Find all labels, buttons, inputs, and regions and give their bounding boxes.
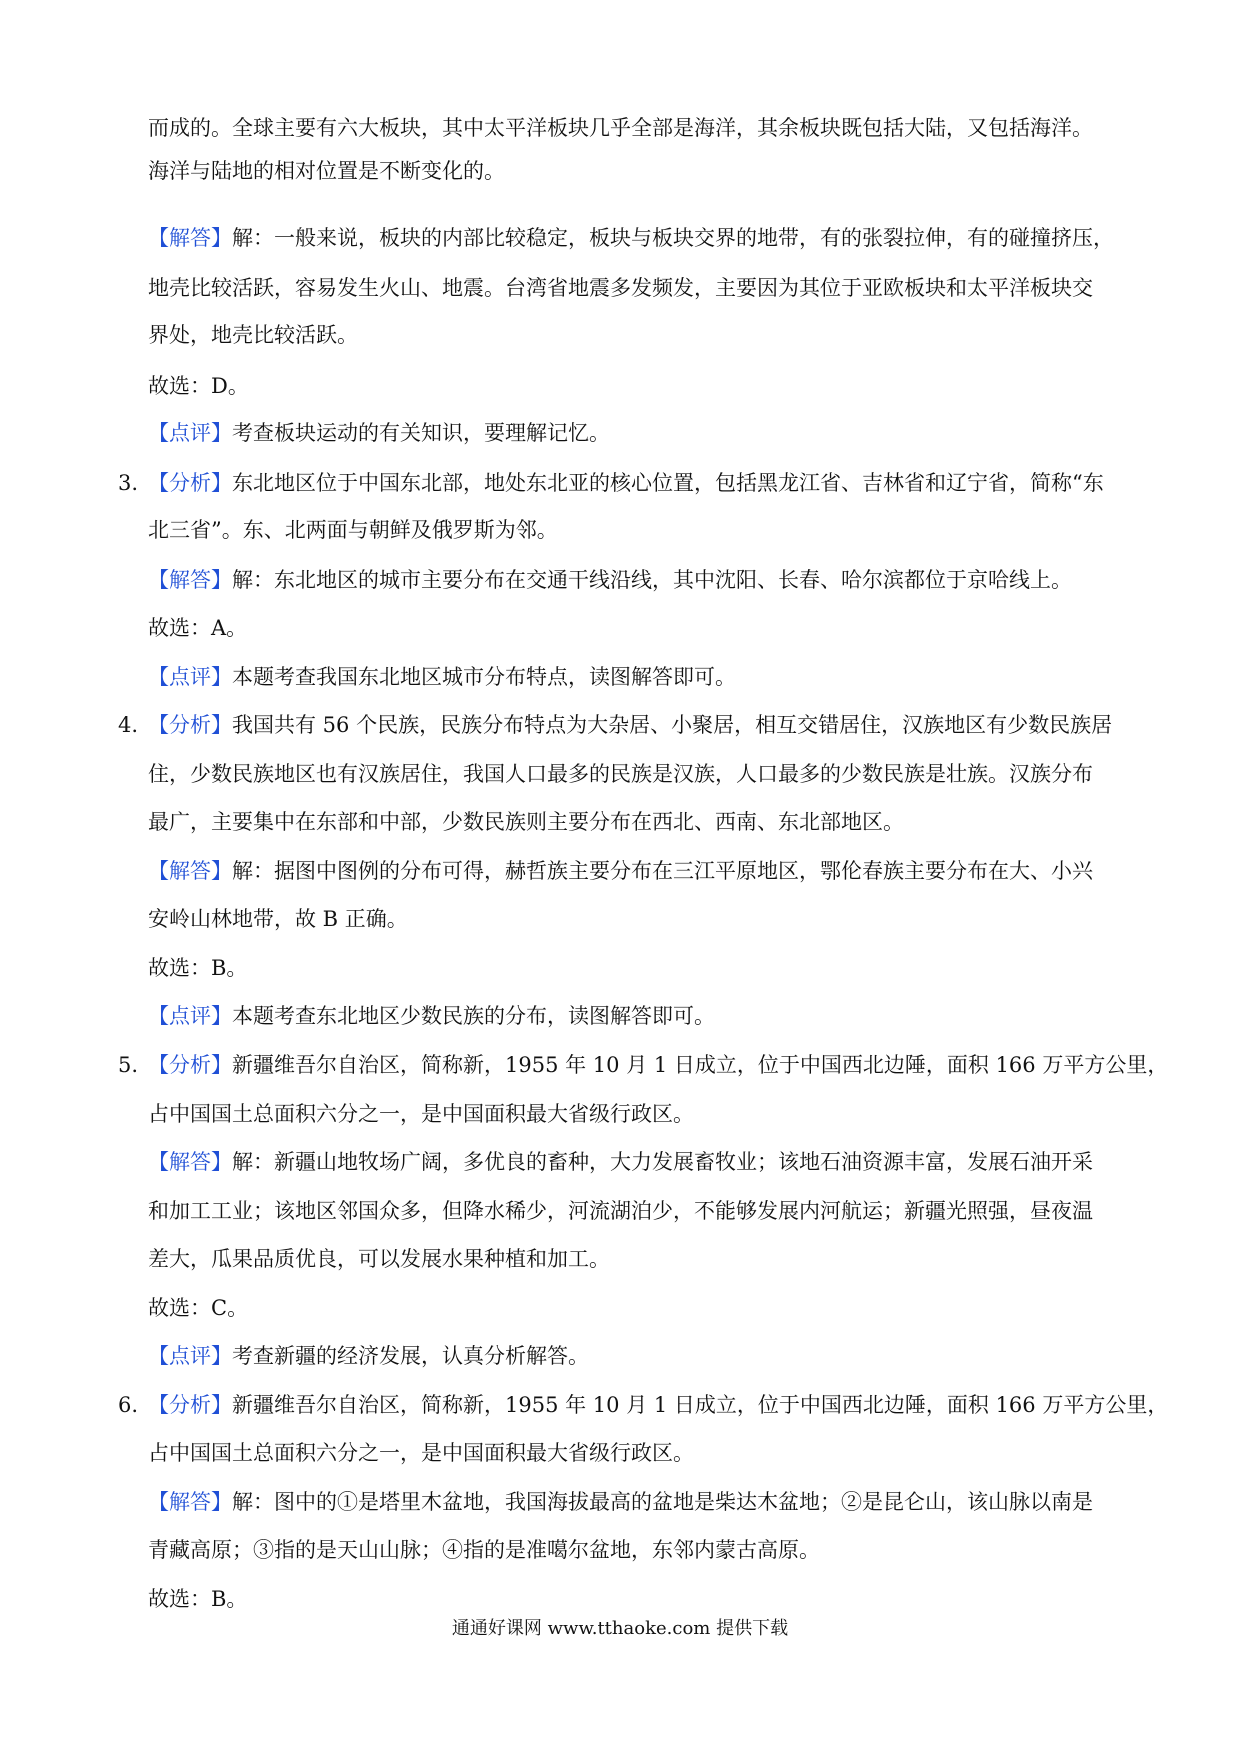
answer-tag: 【解答】 [148, 1490, 232, 1514]
answer-paragraph [148, 223, 1138, 253]
analysis-tag: 【分析】 [148, 1393, 232, 1417]
answer-text: 解：新疆山地牧场广阔，多优良的畜种，大力发展畜牧业；该地石油资源丰富，发展石油开采 [232, 1150, 1093, 1174]
analysis-text: 我国共有 56 个民族，民族分布特点为大杂居、小聚居，相互交错居住，汉族地区有少数民族居 [232, 713, 1113, 737]
analysis-tag: 【分析】 [148, 471, 232, 495]
question-number: 6. [118, 1393, 139, 1417]
answer-tag: 【解答】 [148, 1150, 232, 1174]
page-footer: 通通好课网 www.tthaoke.com 提供下载 [451, 1618, 789, 1639]
comment-text: 本题考查东北地区少数民族的分布，读图解答即可。 [232, 1004, 715, 1028]
analysis-tag: 【分析】 [148, 713, 232, 737]
text-line: 和加工工业；该地区邻国众多，但降水稀少，河流湖泊少，不能够发展内河航运；新疆光照强，昼夜温 [148, 1199, 1093, 1223]
comment-text: 本题考查我国东北地区城市分布特点，读图解答即可。 [232, 665, 736, 689]
comment-text: 考查新疆的经济发展，认真分析解答。 [232, 1344, 589, 1368]
choice-line: 故选：D。 [148, 374, 249, 398]
answer-tag: 【解答】 [148, 226, 232, 250]
analysis-text: 新疆维吾尔自治区，简称新，1955 年 10 月 1 日成立，位于中国西北边陲，面积 166 万平方公里， [232, 1393, 1169, 1417]
comment-paragraph [148, 1341, 1138, 1371]
answer-text: 解：据图中图例的分布可得，赫哲族主要分布在三江平原地区，鄂伦春族主要分布在大、小兴 [232, 859, 1093, 883]
text-line: 安岭山林地带，故 B 正确。 [148, 907, 408, 931]
question-number: 5. [118, 1053, 139, 1077]
comment-tag: 【点评】 [148, 665, 232, 689]
analysis-paragraph [148, 1390, 1169, 1420]
analysis-text: 新疆维吾尔自治区，简称新，1955 年 10 月 1 日成立，位于中国西北边陲，面积 166 万平方公里， [232, 1053, 1169, 1077]
question-number: 3. [118, 471, 139, 495]
text-line: 地壳比较活跃，容易发生火山、地震。台湾省地震多发频发，主要因为其位于亚欧板块和太平洋板块交 [148, 276, 1093, 300]
analysis-paragraph [148, 710, 1138, 740]
comment-tag: 【点评】 [148, 421, 232, 445]
answer-paragraph [148, 565, 1138, 595]
answer-text: 解：东北地区的城市主要分布在交通干线沿线，其中沈阳、长春、哈尔滨都位于京哈线上。 [232, 568, 1072, 592]
choice-line: 故选：B。 [148, 1587, 248, 1611]
answer-paragraph [148, 1487, 1138, 1517]
answer-tag: 【解答】 [148, 859, 232, 883]
answer-text: 解：一般来说，板块的内部比较稳定，板块与板块交界的地带，有的张裂拉伸，有的碰撞挤压， [232, 226, 1114, 250]
analysis-text: 东北地区位于中国东北部，地处东北亚的核心位置，包括黑龙江省、吉林省和辽宁省，简称“东 [232, 471, 1104, 495]
analysis-tag: 【分析】 [148, 1053, 232, 1077]
comment-text: 考查板块运动的有关知识，要理解记忆。 [232, 421, 610, 445]
choice-line: 故选：B。 [148, 956, 248, 980]
comment-tag: 【点评】 [148, 1344, 232, 1368]
comment-paragraph [148, 1001, 1138, 1031]
comment-tag: 【点评】 [148, 1004, 232, 1028]
text-line: 而成的。全球主要有六大板块，其中太平洋板块几乎全部是海洋，其余板块既包括大陆，又包括海洋。 [148, 116, 1093, 140]
text-line: 界处，地壳比较活跃。 [148, 323, 358, 347]
answer-paragraph [148, 856, 1138, 886]
answer-text: 解：图中的①是塔里木盆地，我国海拔最高的盆地是柴达木盆地；②是昆仑山，该山脉以南是 [232, 1490, 1093, 1514]
analysis-paragraph [148, 1050, 1169, 1080]
answer-paragraph [148, 1147, 1138, 1177]
text-line: 最广，主要集中在东部和中部，少数民族则主要分布在西北、西南、东北部地区。 [148, 810, 904, 834]
question-number: 4. [118, 713, 139, 737]
text-line: 北三省”。东、北两面与朝鲜及俄罗斯为邻。 [148, 518, 558, 542]
text-line: 占中国国土总面积六分之一，是中国面积最大省级行政区。 [148, 1102, 694, 1126]
comment-paragraph [148, 418, 1138, 448]
analysis-paragraph [148, 468, 1138, 498]
text-line: 青藏高原；③指的是天山山脉；④指的是准噶尔盆地，东邻内蒙古高原。 [148, 1538, 820, 1562]
text-line: 海洋与陆地的相对位置是不断变化的。 [148, 159, 505, 183]
text-line: 差大，瓜果品质优良，可以发展水果种植和加工。 [148, 1247, 610, 1271]
choice-line: 故选：A。 [148, 616, 248, 640]
choice-line: 故选：C。 [148, 1296, 249, 1320]
comment-paragraph [148, 662, 1138, 692]
answer-tag: 【解答】 [148, 568, 232, 592]
text-line: 住，少数民族地区也有汉族居住，我国人口最多的民族是汉族，人口最多的少数民族是壮族。汉族分布 [148, 762, 1093, 786]
text-line: 占中国国土总面积六分之一，是中国面积最大省级行政区。 [148, 1441, 694, 1465]
